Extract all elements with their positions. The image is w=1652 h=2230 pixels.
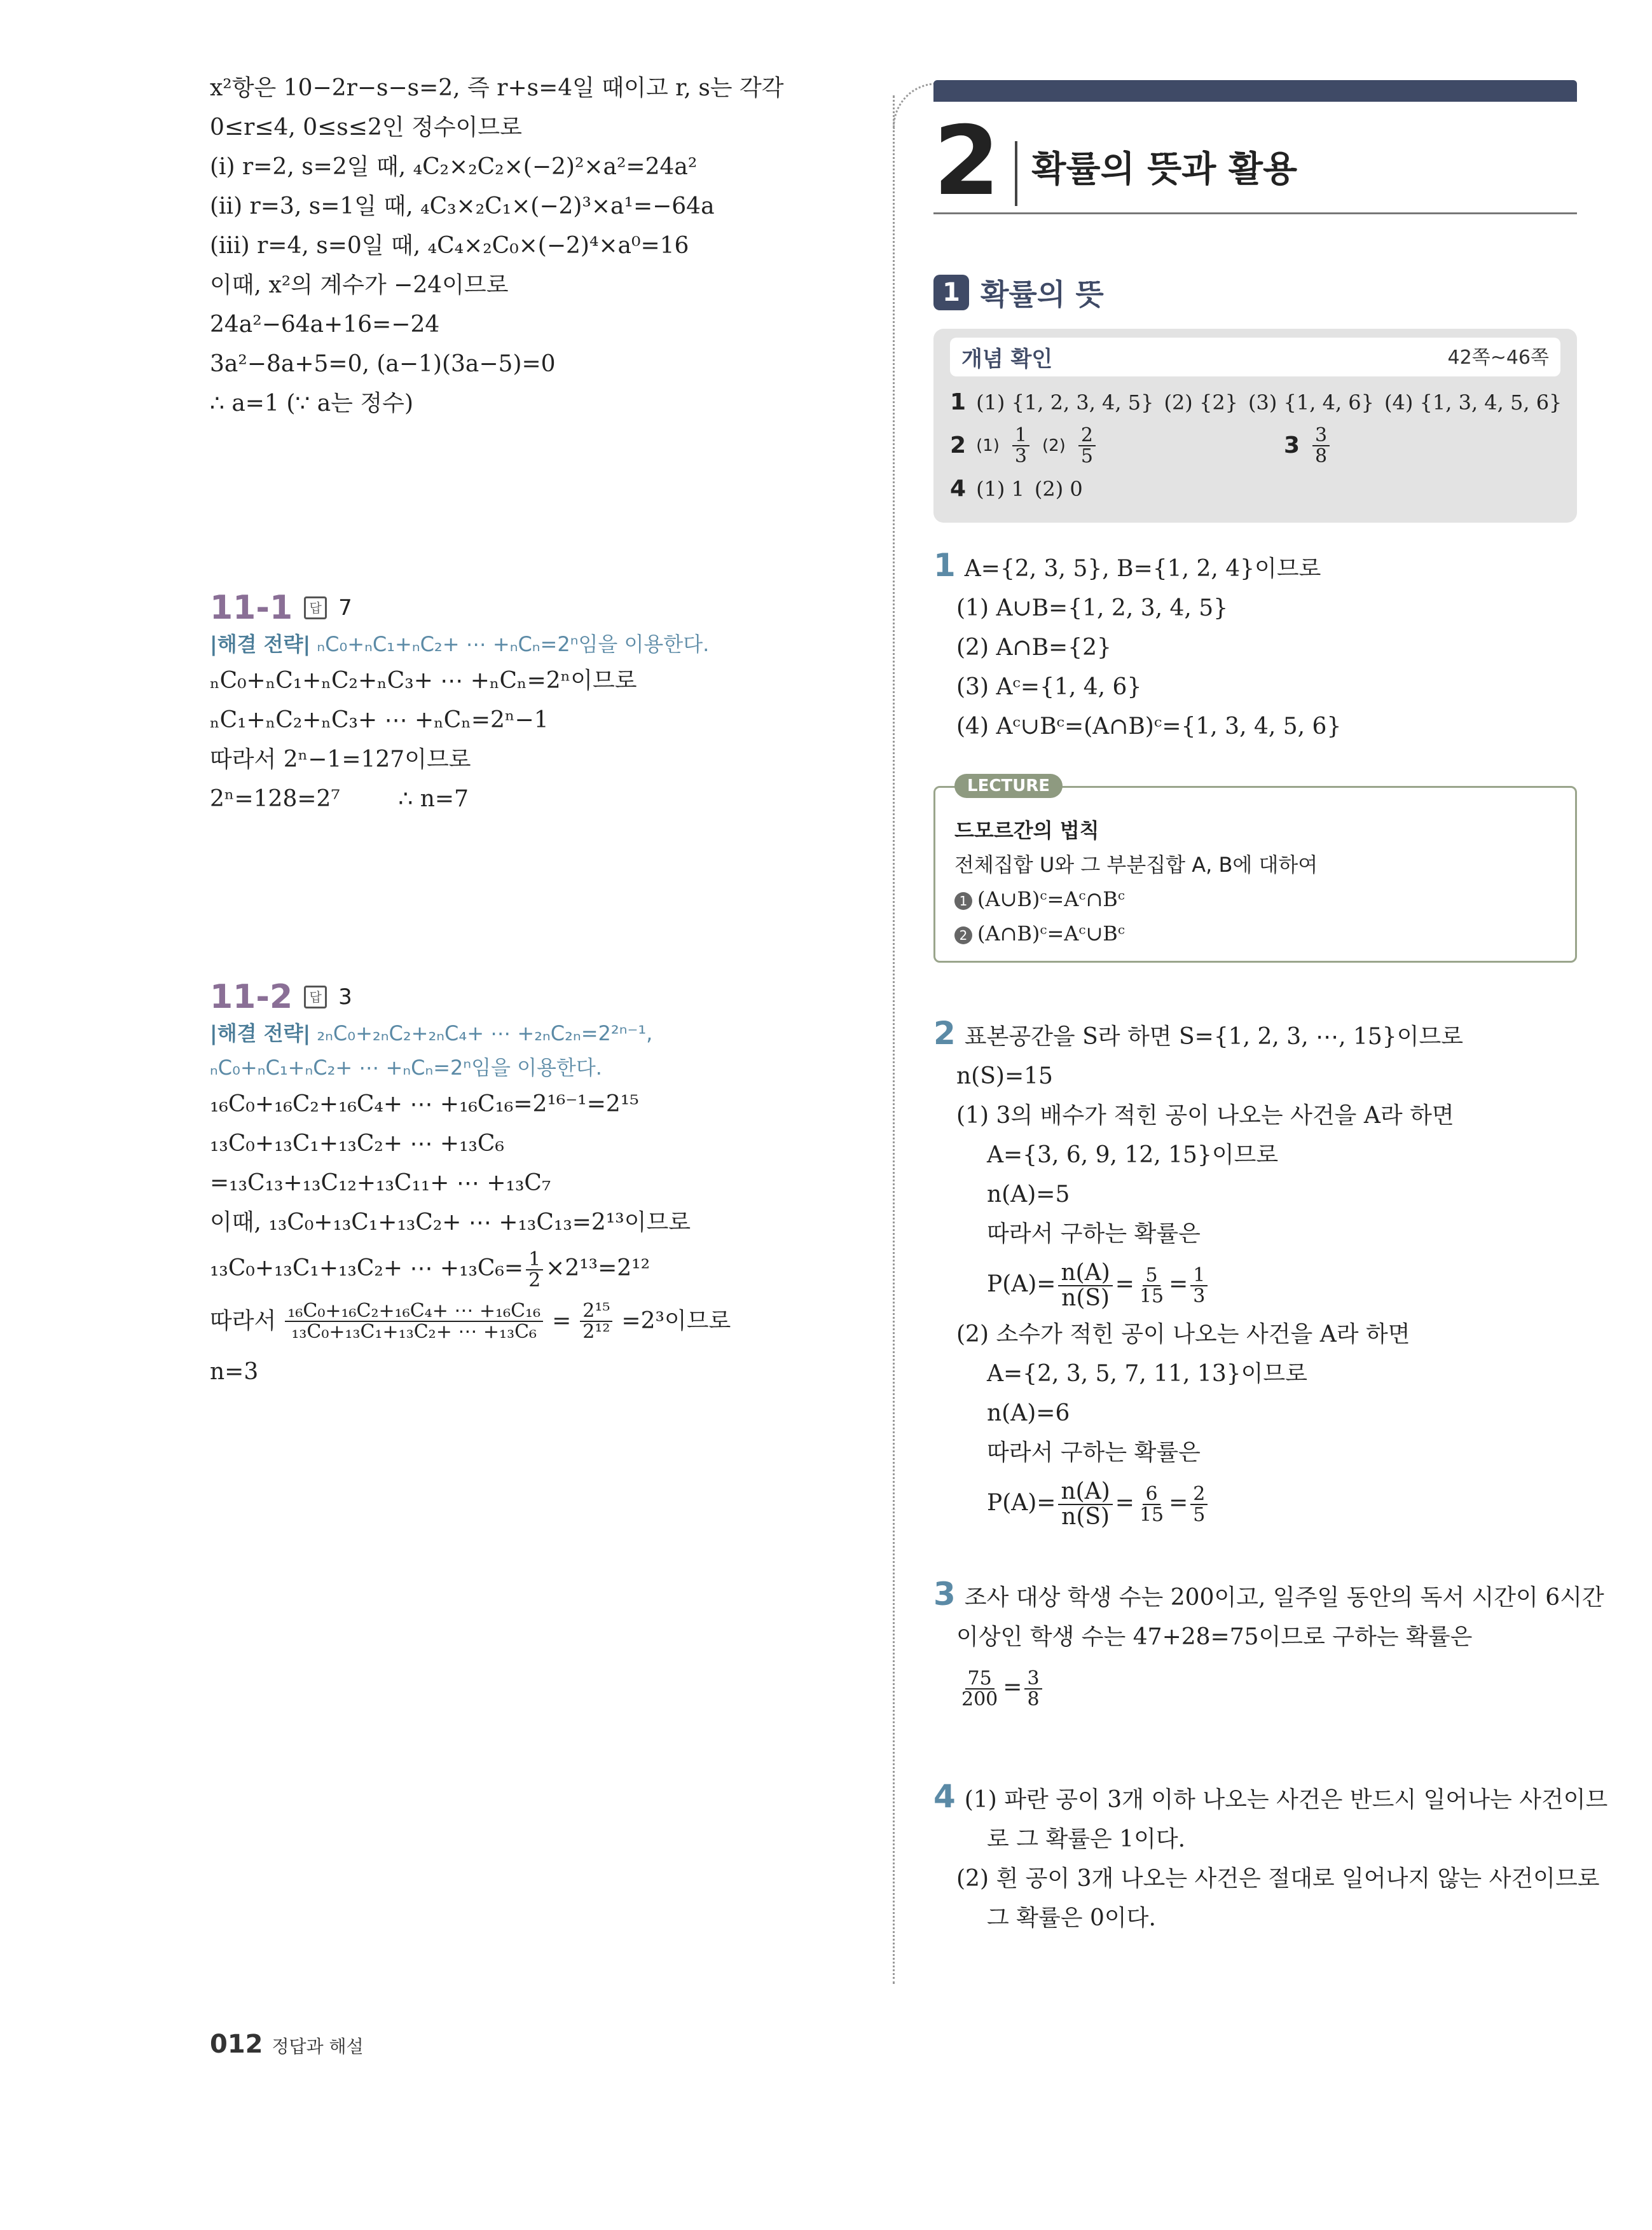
concept-answer: (1) {1, 2, 3, 4, 5} <box>976 390 1154 415</box>
lecture-law-2 <box>954 916 1556 951</box>
fraction-denominator: ₁₃C₀+₁₃C₁+₁₃C₂+ ⋯ +₁₃C₆ <box>291 1321 537 1343</box>
law-text: (A∩B)ᶜ=Aᶜ∪Bᶜ <box>977 921 1125 946</box>
section-header <box>933 272 1577 313</box>
solution-line: =₁₃C₁₃+₁₃C₁₂+₁₃C₁₁+ ⋯ +₁₃C₇ <box>210 1170 551 1196</box>
chapter-title: 확률의 뜻과 활용 <box>1015 141 1297 206</box>
fraction <box>1137 1265 1166 1307</box>
answer-icon: 답 <box>304 596 327 619</box>
half-prefix: ₁₃C₀+₁₃C₁+₁₃C₂+ ⋯ +₁₃C₆= <box>210 1255 524 1281</box>
lecture-tag: LECTURE <box>954 774 1063 798</box>
concept-item-number: 2 <box>950 432 967 458</box>
fraction <box>1078 425 1096 467</box>
fraction-numerator: n(A) <box>1058 1261 1112 1286</box>
fraction-numerator: 3 <box>1312 425 1330 447</box>
equals: = <box>1003 1674 1022 1700</box>
concept-answer: (2) 0 <box>1034 477 1083 501</box>
fraction-denominator: n(S) <box>1061 1285 1110 1311</box>
law-text: (A∪B)ᶜ=Aᶜ∩Bᶜ <box>977 887 1125 911</box>
concept-check-box <box>933 329 1577 523</box>
probability-line <box>933 1657 1577 1718</box>
bullet-number-icon: 2 <box>954 926 972 944</box>
lecture-intro: 전체집합 U와 그 부분집합 A, B에 대하여 <box>954 853 1318 877</box>
answer-line: (2) 소수가 적힌 공이 나오는 사건을 A라 하면 <box>956 1321 1410 1347</box>
chapter-header <box>933 106 1577 217</box>
question-text: 조사 대상 학생 수는 200이고, 일주일 동안의 독서 시간이 6시간 <box>964 1585 1604 1611</box>
fraction-numerator: n(A) <box>1058 1480 1112 1505</box>
fraction-numerator: 1 <box>1012 425 1029 447</box>
question-1 <box>933 546 1577 747</box>
fraction-denominator: n(S) <box>1061 1504 1110 1530</box>
fraction-denominator: 5 <box>1080 445 1093 467</box>
question-number: 2 <box>933 1015 956 1052</box>
solution-line-ratio <box>210 1301 846 1342</box>
answer-value: 7 <box>338 595 352 621</box>
concept-row-1 <box>950 383 1560 422</box>
column-divider-curve <box>893 83 939 129</box>
lecture-box <box>933 776 1577 963</box>
answer-line: 로 그 확률은 1이다. <box>987 1826 1186 1852</box>
concept-answer: (4) {1, 3, 4, 5, 6} <box>1384 390 1562 415</box>
section-title: 확률의 뜻 <box>981 277 1104 312</box>
fraction-ratio <box>285 1301 543 1342</box>
fraction <box>1312 425 1330 467</box>
intro-solution <box>210 69 846 423</box>
concept-item-number: 1 <box>950 389 967 415</box>
question-number: 4 <box>933 1778 956 1815</box>
concept-item-number: 4 <box>950 476 967 502</box>
strategy-label: |해결 전략| <box>210 632 311 656</box>
solution-final: n=3 <box>210 1358 259 1385</box>
solution-line: 이때, ₁₃C₀+₁₃C₁+₁₃C₂+ ⋯ +₁₃C₁₃=2¹³이므로 <box>210 1209 691 1235</box>
strategy-text: ₙC₀+ₙC₁+ₙC₂+ ⋯ +ₙCₙ=2ⁿ임을 이용한다. <box>317 632 710 656</box>
problem-number: 11-2 <box>210 978 293 1016</box>
concept-check-pages: 42쪽~46쪽 <box>1447 347 1549 369</box>
concept-check-title: 개념 확인 <box>961 347 1053 372</box>
question-text: 이상인 학생 수는 47+28=75이므로 구하는 확률은 <box>956 1624 1473 1650</box>
ratio-suffix: =2³이므로 <box>621 1308 731 1334</box>
equals: = <box>1169 1271 1188 1297</box>
fraction-denominator: 3 <box>1014 445 1027 467</box>
chapter-number: 2 <box>933 106 1000 217</box>
solution-line: ₙC₀+ₙC₁+ₙC₂+ₙC₃+ ⋯ +ₙCₙ=2ⁿ이므로 <box>210 668 637 694</box>
answer-line: 따라서 구하는 확률은 <box>987 1221 1201 1247</box>
ratio-prefix: 따라서 <box>210 1308 277 1334</box>
fraction-denominator: 2 <box>528 1269 541 1291</box>
intro-line: (ⅲ) r=4, s=0일 때, ₄C₄×₂C₀×(−2)⁴×a⁰=16 <box>210 233 689 259</box>
concept-row-3 <box>950 469 1560 509</box>
fraction-denominator: 15 <box>1139 1285 1164 1307</box>
strategy-line <box>210 1016 846 1050</box>
fraction-denominator: 5 <box>1193 1504 1206 1526</box>
problem-number: 11-1 <box>210 589 293 627</box>
fraction <box>1058 1480 1112 1529</box>
solution-line: 2ⁿ=128=2⁷ ∴ n=7 <box>210 786 469 812</box>
fraction-numerator: 2¹⁵ <box>580 1301 612 1323</box>
fraction <box>1190 1265 1208 1307</box>
fraction-denominator: 8 <box>1027 1688 1040 1710</box>
probability-line <box>933 1254 1577 1315</box>
strategy-text: ₂ₙC₀+₂ₙC₂+₂ₙC₄+ ⋯ +₂ₙC₂ₙ=2²ⁿ⁻¹, <box>317 1021 653 1045</box>
fraction-numerator: 2 <box>1190 1484 1208 1506</box>
chapter-top-bar <box>933 80 1577 102</box>
answer-icon: 답 <box>304 986 327 1008</box>
page-number: 012 <box>210 2030 263 2059</box>
ratio-equals: = <box>552 1308 572 1334</box>
answer-line: 그 확률은 0이다. <box>987 1905 1156 1931</box>
fraction-denominator: 200 <box>961 1688 998 1710</box>
fraction <box>1058 1261 1112 1311</box>
intro-line: 24a²−64a+16=−24 <box>210 312 440 338</box>
solution-line: 따라서 2ⁿ−1=127이므로 <box>210 747 471 773</box>
intro-line: 이때, x²의 계수가 −24이므로 <box>210 272 509 298</box>
question-head: A={2, 3, 5}, B={1, 2, 4}이므로 <box>964 556 1321 582</box>
prob-label: P(A)= <box>987 1490 1056 1516</box>
concept-sub-label: (1) <box>976 436 1000 455</box>
section-number: 1 <box>933 275 969 310</box>
prob-label: P(A)= <box>987 1271 1056 1297</box>
intro-line: 3a²−8a+5=0, (a−1)(3a−5)=0 <box>210 351 556 377</box>
equals: = <box>1169 1490 1188 1516</box>
concept-sub-label: (2) <box>1042 436 1066 455</box>
concept-row-2 <box>950 422 1560 469</box>
strategy-label: |해결 전략| <box>210 1021 311 1045</box>
bullet-number-icon: 1 <box>954 892 972 910</box>
fraction-numerator: 1 <box>526 1249 543 1271</box>
question-2 <box>933 1014 1577 1534</box>
right-column <box>933 80 1608 1938</box>
answer-line: n(A)=5 <box>987 1181 1070 1208</box>
probability-line <box>933 1473 1577 1534</box>
fraction-numerator: 5 <box>1143 1265 1160 1287</box>
left-column <box>210 69 846 1392</box>
answer-line: n(S)=15 <box>956 1063 1053 1089</box>
concept-answer: (2) {2} <box>1164 390 1239 415</box>
solution-line-half <box>210 1249 846 1291</box>
answer-line: (1) A∪B={1, 2, 3, 4, 5} <box>956 595 1229 621</box>
column-divider <box>893 95 895 1984</box>
answer-value: 3 <box>338 984 352 1010</box>
question-number: 3 <box>933 1576 956 1613</box>
answer-line: (2) A∩B={2} <box>956 635 1112 661</box>
answer-line: (1) 파란 공이 3개 이하 나오는 사건은 반드시 일어나는 사건이므 <box>964 1787 1608 1813</box>
question-4 <box>933 1777 1608 1938</box>
equals: = <box>1115 1271 1134 1297</box>
intro-line: 0≤r≤4, 0≤s≤2인 정수이므로 <box>210 114 522 141</box>
intro-line: (ⅰ) r=2, s=2일 때, ₄C₂×₂C₂×(−2)²×a²=24a² <box>210 154 698 180</box>
fraction <box>1024 1669 1042 1710</box>
fraction-numerator: ₁₆C₀+₁₆C₂+₁₆C₄+ ⋯ +₁₆C₁₆ <box>285 1301 543 1323</box>
question-3 <box>933 1574 1604 1718</box>
fraction-denominator: 3 <box>1193 1285 1206 1307</box>
question-number: 1 <box>933 547 956 584</box>
concept-item-number: 3 <box>1283 432 1300 458</box>
fraction <box>1137 1484 1166 1525</box>
solution-line: ₁₃C₀+₁₃C₁+₁₃C₂+ ⋯ +₁₃C₆ <box>210 1131 504 1157</box>
fraction-numerator: 75 <box>965 1669 995 1690</box>
fraction-numerator: 3 <box>1024 1669 1042 1690</box>
answer-line: (2) 흰 공이 3개 나오는 사건은 절대로 일어나지 않는 사건이므로 <box>956 1866 1600 1892</box>
answer-line: (1) 3의 배수가 적힌 공이 나오는 사건을 A라 하면 <box>956 1103 1454 1129</box>
fraction-denominator: 8 <box>1315 445 1328 467</box>
answer-line: 따라서 구하는 확률은 <box>987 1440 1201 1466</box>
question-head: 표본공간을 S라 하면 S={1, 2, 3, ⋯, 15}이므로 <box>964 1024 1464 1050</box>
fraction-denominator: 2¹² <box>582 1321 610 1343</box>
intro-line: x²항은 10−2r−s−s=2, 즉 r+s=4일 때이고 r, s는 각각 <box>210 75 784 101</box>
lecture-title: 드모르간의 법칙 <box>954 818 1099 843</box>
intro-line: ∴ a=1 (∵ a는 정수) <box>210 390 413 416</box>
concept-answer: (1) 1 <box>976 477 1024 501</box>
fraction-powers <box>580 1301 612 1342</box>
equals: = <box>1115 1490 1134 1516</box>
fraction-denominator: 15 <box>1139 1504 1164 1526</box>
intro-line: (ⅱ) r=3, s=1일 때, ₄C₃×₂C₁×(−2)³×a¹=−64a <box>210 193 715 219</box>
concept-check-header <box>950 338 1560 376</box>
strategy-text: ₙC₀+ₙC₁+ₙC₂+ ⋯ +ₙCₙ=2ⁿ임을 이용한다. <box>210 1056 602 1080</box>
fraction-numerator: 1 <box>1190 1265 1208 1287</box>
answer-line: A={3, 6, 9, 12, 15}이므로 <box>987 1142 1279 1168</box>
answer-line: (4) Aᶜ∪Bᶜ=(A∩B)ᶜ={1, 3, 4, 5, 6} <box>956 713 1342 740</box>
fraction-numerator: 6 <box>1143 1484 1160 1506</box>
answer-line: n(A)=6 <box>987 1400 1070 1426</box>
fraction <box>1190 1484 1208 1525</box>
problem-11-1-header <box>210 589 846 627</box>
solution-line: ₙC₁+ₙC₂+ₙC₃+ ⋯ +ₙCₙ=2ⁿ−1 <box>210 707 549 733</box>
fraction <box>1012 425 1029 467</box>
page-footer <box>210 2030 364 2059</box>
lecture-law-1 <box>954 882 1556 916</box>
fraction-numerator: 2 <box>1078 425 1096 447</box>
footer-label: 정답과 해설 <box>272 2036 364 2057</box>
answer-line: (3) Aᶜ={1, 4, 6} <box>956 674 1142 700</box>
answer-line: A={2, 3, 5, 7, 11, 13}이므로 <box>987 1361 1307 1387</box>
fraction <box>959 1669 1000 1710</box>
concept-answer: (3) {1, 4, 6} <box>1248 390 1375 415</box>
fraction-half <box>526 1249 543 1291</box>
problem-11-2-header <box>210 978 846 1016</box>
half-suffix: ×2¹³=2¹² <box>546 1255 650 1281</box>
strategy-line <box>210 627 846 661</box>
solution-line: ₁₆C₀+₁₆C₂+₁₆C₄+ ⋯ +₁₆C₁₆=2¹⁶⁻¹=2¹⁵ <box>210 1091 639 1117</box>
